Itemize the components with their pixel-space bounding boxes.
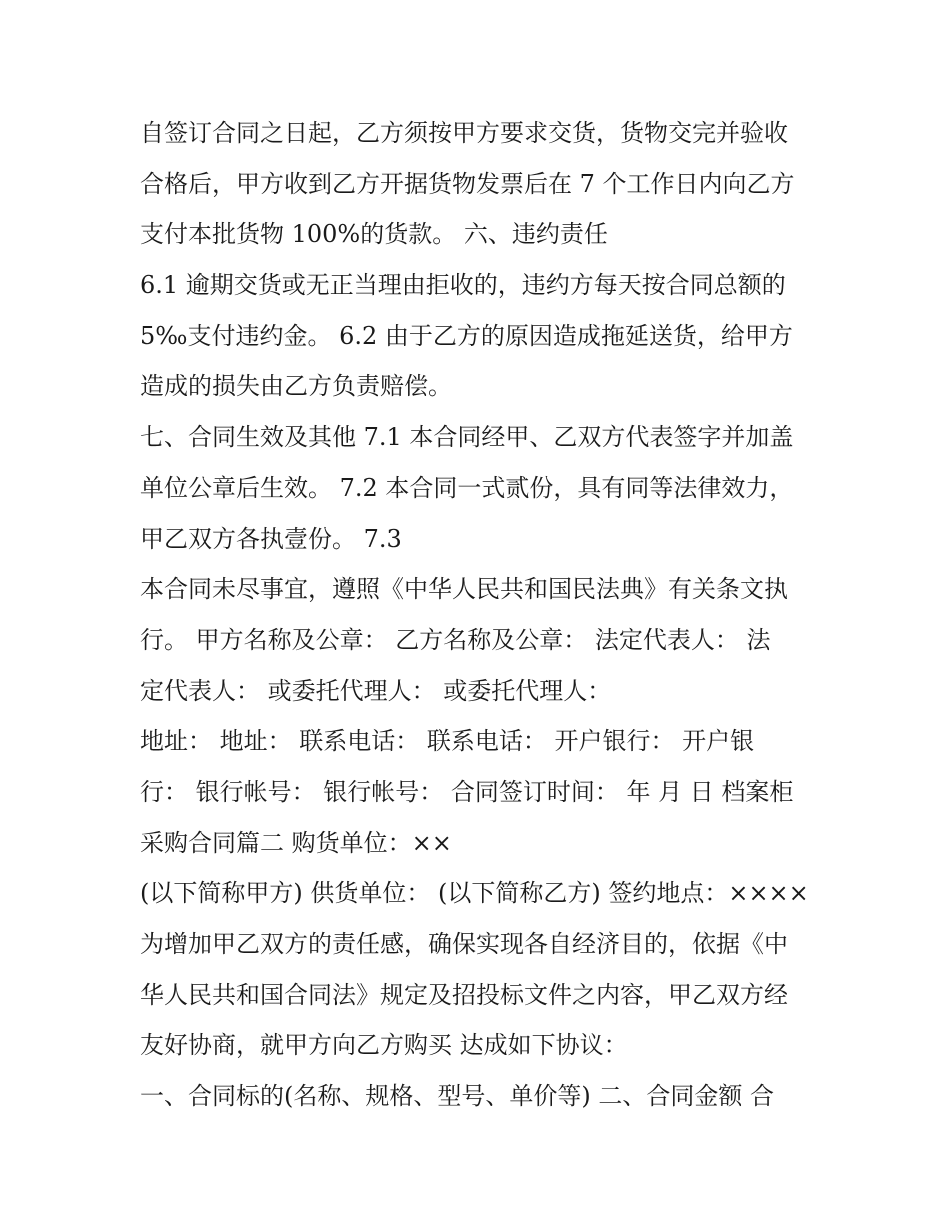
text-line: 行： 银行帐号： 银行帐号： 合同签订时间： 年 月 日 档案柜	[140, 777, 794, 806]
text-line: 甲乙双方各执壹份。 7.3	[140, 524, 402, 553]
text-line: 合格后，甲方收到乙方开据货物发票后在 7 个工作日内向乙方	[140, 169, 795, 198]
text-line: (以下简称甲方) 供货单位： (以下简称乙方) 签约地点：××××	[140, 879, 809, 908]
text-line: 行。 甲方名称及公章： 乙方名称及公章： 法定代表人： 法	[140, 625, 771, 654]
text-line: 一、合同标的(名称、规格、型号、单价等) 二、合同金额 合	[140, 1082, 774, 1111]
text-line: 华人民共和国合同法》规定及招投标文件之内容，甲乙双方经	[140, 980, 788, 1009]
text-line: 自签订合同之日起，乙方须按甲方要求交货，货物交完并验收	[140, 119, 788, 147]
text-line: 支付本批货物 100%的货款。 六、违约责任	[140, 220, 608, 249]
text-line: 地址： 地址： 联系电话： 联系电话： 开户银行： 开户银	[140, 727, 755, 756]
contract-body-text	[140, 108, 820, 1122]
text-line: 5‰支付违约金。 6.2 由于乙方的原因造成拖延送货，给甲方	[140, 321, 793, 350]
text-line: 本合同未尽事宜，遵照《中华人民共和国民法典》有关条文执	[140, 575, 788, 604]
text-line: 定代表人： 或委托代理人： 或委托代理人：	[140, 676, 612, 705]
text-line: 造成的损失由乙方负责赔偿。	[140, 372, 452, 401]
text-line: 七、合同生效及其他 7.1 本合同经甲、乙双方代表签字并加盖	[140, 423, 794, 452]
text-line: 采购合同篇二 购货单位：××	[140, 828, 452, 857]
text-line: 单位公章后生效。 7.2 本合同一式贰份，具有同等法律效力，	[140, 473, 794, 502]
text-line: 为增加甲乙双方的责任感，确保实现各自经济目的，依据《中	[140, 930, 788, 958]
text-line: 6.1 逾期交货或无正当理由拒收的，违约方每天按合同总额的	[140, 271, 786, 300]
text-line: 友好协商，就甲方向乙方购买 达成如下协议：	[140, 1031, 628, 1060]
